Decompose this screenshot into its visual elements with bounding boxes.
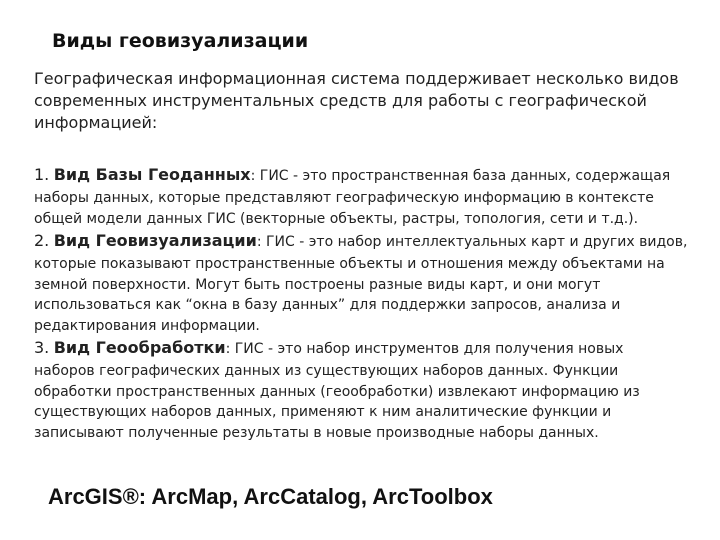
item-term: Вид Геообработки <box>53 338 226 357</box>
item-head-text: : ГИС - это набор инструментов для получения новых <box>225 341 624 357</box>
list-item <box>34 336 694 443</box>
item-term: Вид Базы Геоданных <box>53 165 251 184</box>
list-item-head <box>34 229 694 254</box>
item-head-text: : ГИС - это набор интеллектуальных карт и других видов, <box>256 234 688 250</box>
list-item-head <box>34 336 694 361</box>
item-body: наборы данных, которые представляют географическую информацию в контексте общей модели данных ГИС (векторные объекты, растры, топология, сети и т.д.). <box>34 190 654 227</box>
item-body: наборов географических данных из существующих наборов данных. Функции обработки пространственных данных (геообработки) извлекают информацию из существующих наборов данных, применяют к ним аналитические функции и записывают полученные результаты в новые производные наборы данных. <box>34 363 640 441</box>
item-body: которые показывают пространственные объекты и отношения между объектами на земной поверхности. Могут быть построены разные виды карт, и они могут использоваться как “окна в базу данных” для поддержки запросов, анализа и редактирования информации. <box>34 256 665 334</box>
list-item <box>34 163 694 229</box>
list-item-head <box>34 163 694 188</box>
arcgis-footer: ArcGIS®: ArcMap, ArcCatalog, ArcToolbox <box>48 484 493 509</box>
item-number: 1. <box>34 165 50 184</box>
item-head-text: : ГИС - это пространственная база данных, содержащая <box>250 168 671 184</box>
slide-title: Виды геовизуализации <box>52 30 309 52</box>
item-number: 2. <box>34 231 50 250</box>
item-number: 3. <box>34 338 50 357</box>
list-item <box>34 229 694 336</box>
item-term: Вид Геовизуализации <box>53 231 257 250</box>
intro-paragraph: Географическая информационная система поддерживает несколько видов современных инструментальных средств для работы с географической информацией: <box>34 69 679 132</box>
gis-views-list <box>34 163 694 443</box>
